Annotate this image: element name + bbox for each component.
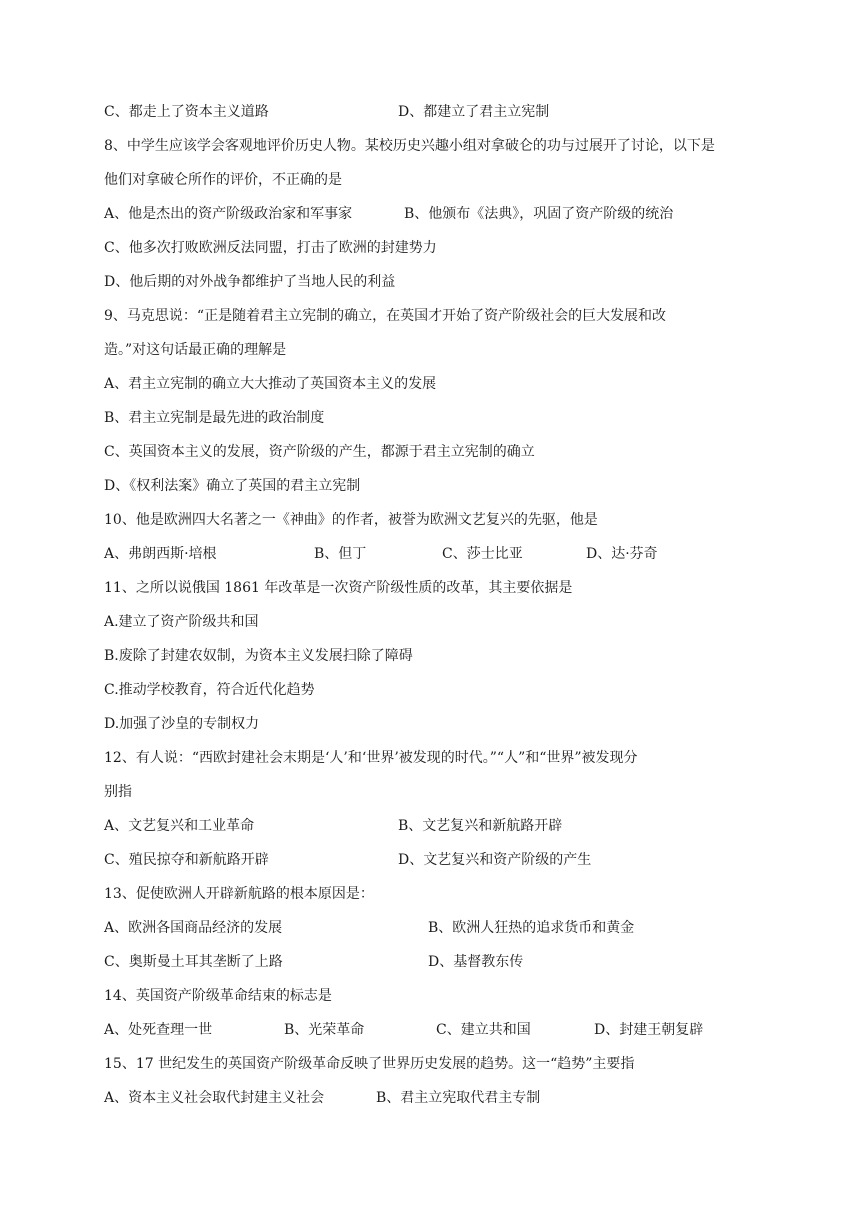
q11-option-c: C.推动学校教育，符合近代化趋势 bbox=[104, 682, 315, 698]
option-b: B、但丁 bbox=[314, 546, 367, 562]
q8-option-c: C、他多次打败欧洲反法同盟，打击了欧洲的封建势力 bbox=[104, 240, 437, 256]
q9-stem-line-1: 9、马克思说：“正是随着君主立宪制的确立，在英国才开始了资产阶级社会的巨大发展和改 bbox=[104, 308, 667, 324]
option-b: B、他颁布《法典》，巩固了资产阶级的统治 bbox=[404, 206, 674, 222]
q9-option-d: D、《权利法案》确立了英国的君主立宪制 bbox=[104, 478, 361, 494]
option-c: C、殖民掠夺和新航路开辟 bbox=[104, 852, 269, 868]
option-c: C、莎士比亚 bbox=[442, 546, 523, 562]
q15-stem: 15、17 世纪发生的英国资产阶级革命反映了世界历史发展的趋势。这一“趋势”主要指 bbox=[104, 1056, 635, 1072]
option-c: C、都走上了资本主义道路 bbox=[104, 104, 269, 120]
q9-option-a: A、君主立宪制的确立大大推动了英国资本主义的发展 bbox=[104, 376, 437, 392]
option-a: A、资本主义社会取代封建主义社会 bbox=[104, 1090, 325, 1106]
option-b: B、君主立宪取代君主专制 bbox=[376, 1090, 541, 1106]
q14-stem: 14、英国资产阶级革命结束的标志是 bbox=[104, 988, 332, 1004]
option-a: A、欧洲各国商品经济的发展 bbox=[104, 920, 283, 936]
q12-stem-line-1: 12、有人说：“西欧封建社会末期是‘人’和‘世界’被发现的时代。”“人”和“世界”被发现分 bbox=[104, 750, 638, 766]
option-d: D、文艺复兴和资产阶级的产生 bbox=[398, 852, 592, 868]
option-b: B、光荣革命 bbox=[284, 1022, 365, 1038]
q9-stem-line-2: 造。”对这句话最正确的理解是 bbox=[104, 342, 287, 358]
q10-stem: 10、他是欧洲四大名著之一《神曲》的作者，被誉为欧洲文艺复兴的先驱，他是 bbox=[104, 512, 598, 528]
option-a: A、文艺复兴和工业革命 bbox=[104, 818, 255, 834]
q8-option-d: D、他后期的对外战争都维护了当地人民的利益 bbox=[104, 274, 396, 290]
q8-stem-line-1: 8、中学生应该学会客观地评价历史人物。某校历史兴趣小组对拿破仑的功与过展开了讨论，以下是 bbox=[104, 138, 715, 154]
option-a: A、弗朗西斯·培根 bbox=[104, 546, 217, 562]
option-a: A、处死查理一世 bbox=[104, 1022, 213, 1038]
q11-option-b: B.废除了封建农奴制，为资本主义发展扫除了障碍 bbox=[104, 648, 413, 664]
option-c: C、奥斯曼土耳其垄断了上路 bbox=[104, 954, 283, 970]
option-a: A、他是杰出的资产阶级政治家和军事家 bbox=[104, 206, 353, 222]
q12-stem-line-2: 别指 bbox=[104, 784, 132, 800]
q11-option-d: D.加强了沙皇的专制权力 bbox=[104, 716, 260, 732]
option-d: D、都建立了君主立宪制 bbox=[398, 104, 550, 120]
option-d: D、达·芬奇 bbox=[586, 546, 658, 562]
option-c: C、建立共和国 bbox=[436, 1022, 531, 1038]
q9-option-b: B、君主立宪制是最先进的政治制度 bbox=[104, 410, 325, 426]
q11-stem: 11、之所以说俄国 1861 年改革是一次资产阶级性质的改革，其主要依据是 bbox=[104, 580, 573, 596]
q9-option-c: C、英国资本主义的发展，资产阶级的产生，都源于君主立宪制的确立 bbox=[104, 444, 535, 460]
q11-option-a: A.建立了资产阶级共和国 bbox=[104, 614, 259, 630]
option-b: B、欧洲人狂热的追求货币和黄金 bbox=[428, 920, 635, 936]
option-d: D、封建王朝复辟 bbox=[594, 1022, 704, 1038]
q13-stem: 13、促使欧洲人开辟新航路的根本原因是： bbox=[104, 886, 374, 902]
option-b: B、文艺复兴和新航路开辟 bbox=[398, 818, 563, 834]
option-d: D、基督教东传 bbox=[428, 954, 524, 970]
q8-stem-line-2: 他们对拿破仑所作的评价，不正确的是 bbox=[104, 172, 342, 188]
